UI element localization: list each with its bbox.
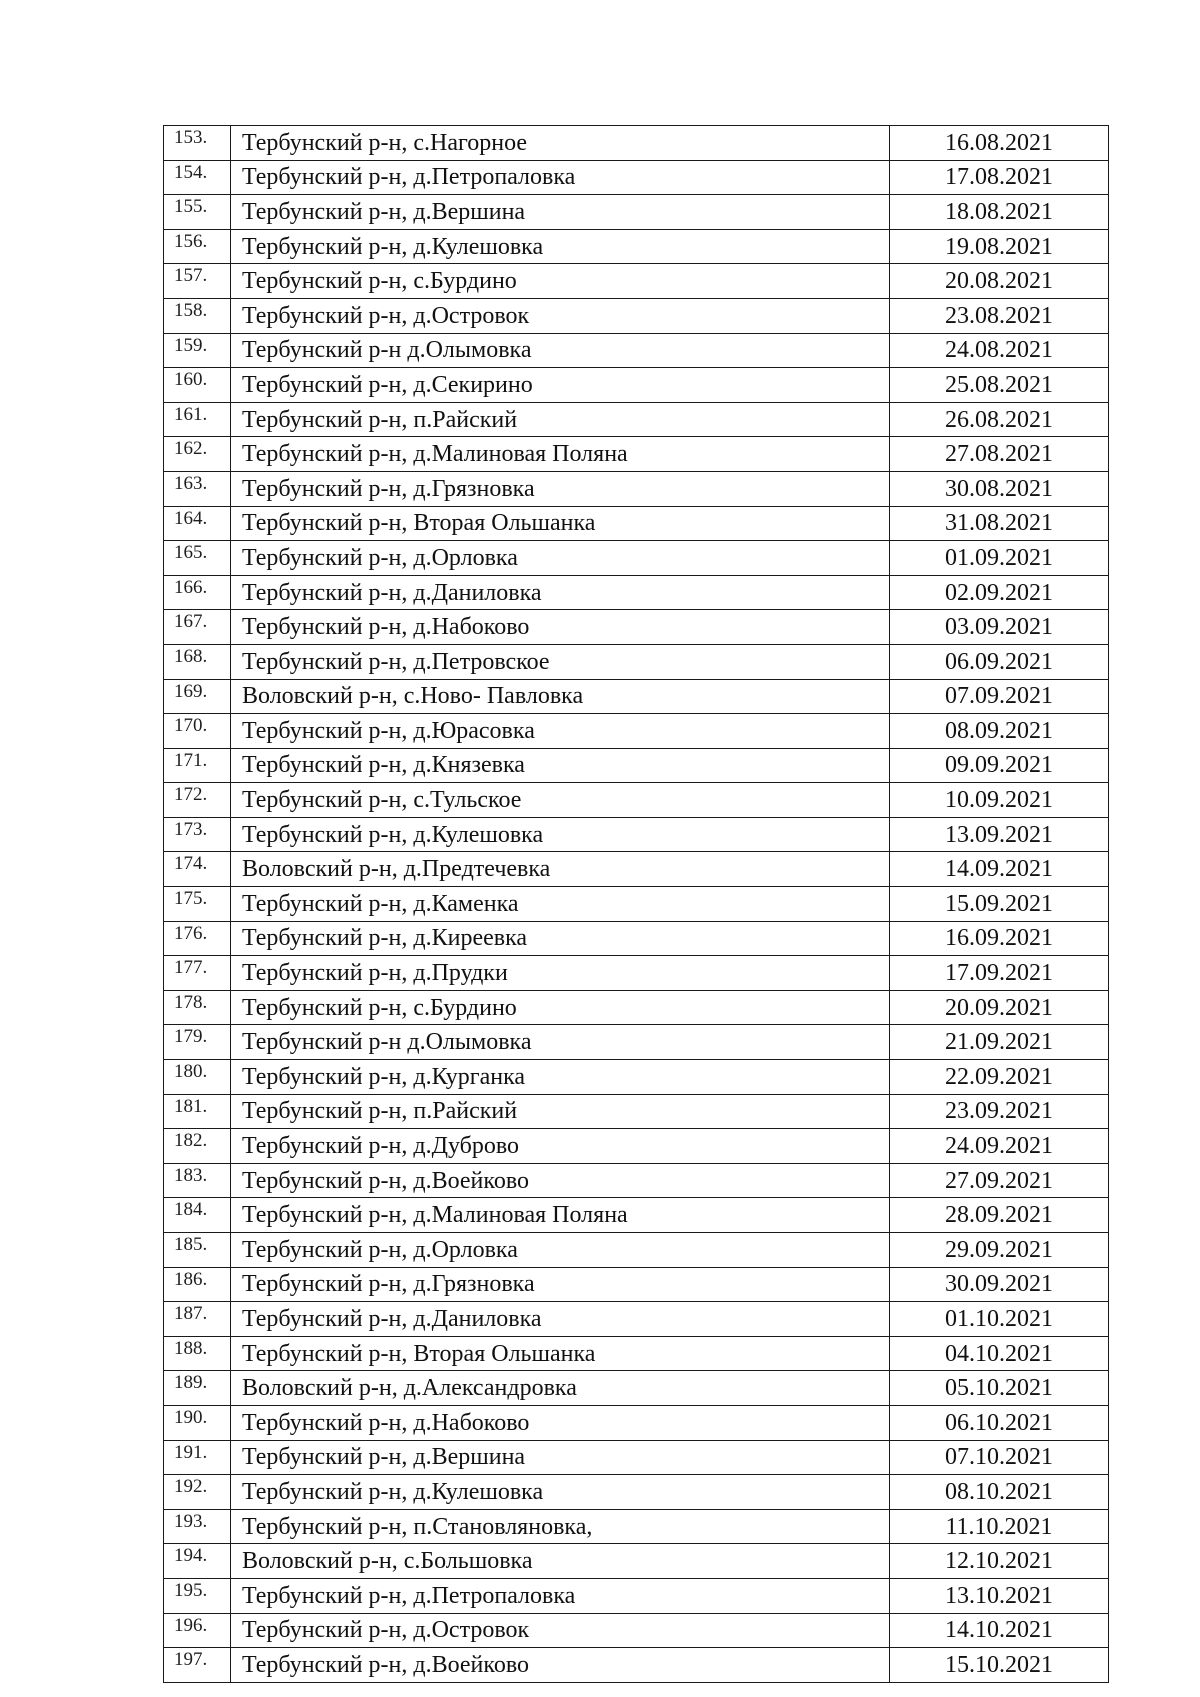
date-cell: 01.10.2021 xyxy=(890,1302,1109,1337)
table-row xyxy=(164,1544,1109,1579)
place-cell: Тербунский р-н, п.Райский xyxy=(231,402,890,437)
date-cell: 15.10.2021 xyxy=(890,1648,1109,1683)
row-number-cell: 187. xyxy=(164,1302,231,1337)
table-row xyxy=(164,1302,1109,1337)
table-row xyxy=(164,990,1109,1025)
place-cell: Тербунский р-н, д.Каменка xyxy=(231,887,890,922)
table-row xyxy=(164,541,1109,576)
date-cell: 06.09.2021 xyxy=(890,644,1109,679)
table-row xyxy=(164,644,1109,679)
place-cell: Тербунский р-н, д.Петропаловка xyxy=(231,160,890,195)
place-cell: Тербунский р-н, с.Бурдино xyxy=(231,264,890,299)
place-cell: Тербунский р-н, д.Кулешовка xyxy=(231,1475,890,1510)
row-number-cell: 173. xyxy=(164,817,231,852)
place-cell: Тербунский р-н, д.Грязновка xyxy=(231,471,890,506)
row-number-cell: 184. xyxy=(164,1198,231,1233)
row-number-cell: 154. xyxy=(164,160,231,195)
table-row xyxy=(164,679,1109,714)
table-row xyxy=(164,229,1109,264)
row-number-cell: 191. xyxy=(164,1440,231,1475)
table-row xyxy=(164,264,1109,299)
place-cell: Тербунский р-н, д.Прудки xyxy=(231,956,890,991)
place-cell: Тербунский р-н, д.Набоково xyxy=(231,1405,890,1440)
place-cell: Тербунский р-н, д.Малиновая Поляна xyxy=(231,1198,890,1233)
row-number-cell: 188. xyxy=(164,1336,231,1371)
date-cell: 11.10.2021 xyxy=(890,1509,1109,1544)
table-row xyxy=(164,1578,1109,1613)
place-cell: Тербунский р-н, д.Петропаловка xyxy=(231,1578,890,1613)
schedule-table xyxy=(163,125,1109,1683)
place-cell: Тербунский р-н, п.Становляновка, xyxy=(231,1509,890,1544)
date-cell: 01.09.2021 xyxy=(890,541,1109,576)
row-number-cell: 162. xyxy=(164,437,231,472)
place-cell: Тербунский р-н, д.Грязновка xyxy=(231,1267,890,1302)
date-cell: 24.08.2021 xyxy=(890,333,1109,368)
date-cell: 20.09.2021 xyxy=(890,990,1109,1025)
date-cell: 12.10.2021 xyxy=(890,1544,1109,1579)
date-cell: 22.09.2021 xyxy=(890,1060,1109,1095)
table-row xyxy=(164,1267,1109,1302)
date-cell: 19.08.2021 xyxy=(890,229,1109,264)
table-row xyxy=(164,748,1109,783)
row-number-cell: 168. xyxy=(164,644,231,679)
date-cell: 23.08.2021 xyxy=(890,298,1109,333)
place-cell: Тербунский р-н, д.Петровское xyxy=(231,644,890,679)
row-number-cell: 196. xyxy=(164,1613,231,1648)
place-cell: Тербунский р-н, д.Вершина xyxy=(231,195,890,230)
row-number-cell: 157. xyxy=(164,264,231,299)
row-number-cell: 170. xyxy=(164,714,231,749)
table-row xyxy=(164,160,1109,195)
row-number-cell: 183. xyxy=(164,1163,231,1198)
place-cell: Тербунский р-н, Вторая Ольшанка xyxy=(231,506,890,541)
place-cell: Тербунский р-н, д.Воейково xyxy=(231,1163,890,1198)
table-row xyxy=(164,1440,1109,1475)
date-cell: 07.09.2021 xyxy=(890,679,1109,714)
schedule-table-body xyxy=(164,126,1109,1683)
place-cell: Тербунский р-н, Вторая Ольшанка xyxy=(231,1336,890,1371)
row-number-cell: 153. xyxy=(164,126,231,161)
table-row xyxy=(164,1371,1109,1406)
row-number-cell: 172. xyxy=(164,783,231,818)
place-cell: Тербунский р-н, д.Орловка xyxy=(231,541,890,576)
table-row xyxy=(164,714,1109,749)
row-number-cell: 160. xyxy=(164,368,231,403)
place-cell: Тербунский р-н, д.Вершина xyxy=(231,1440,890,1475)
table-row xyxy=(164,471,1109,506)
table-row xyxy=(164,1475,1109,1510)
table-row xyxy=(164,506,1109,541)
place-cell: Тербунский р-н, д.Кулешовка xyxy=(231,229,890,264)
row-number-cell: 192. xyxy=(164,1475,231,1510)
place-cell: Тербунский р-н, д.Орловка xyxy=(231,1233,890,1268)
place-cell: Воловский р-н, с.Большовка xyxy=(231,1544,890,1579)
table-row xyxy=(164,195,1109,230)
table-row xyxy=(164,1025,1109,1060)
row-number-cell: 161. xyxy=(164,402,231,437)
date-cell: 13.10.2021 xyxy=(890,1578,1109,1613)
place-cell: Тербунский р-н д.Олымовка xyxy=(231,1025,890,1060)
table-row xyxy=(164,817,1109,852)
date-cell: 30.08.2021 xyxy=(890,471,1109,506)
row-number-cell: 195. xyxy=(164,1578,231,1613)
date-cell: 23.09.2021 xyxy=(890,1094,1109,1129)
row-number-cell: 190. xyxy=(164,1405,231,1440)
row-number-cell: 174. xyxy=(164,852,231,887)
date-cell: 21.09.2021 xyxy=(890,1025,1109,1060)
row-number-cell: 164. xyxy=(164,506,231,541)
date-cell: 06.10.2021 xyxy=(890,1405,1109,1440)
table-row xyxy=(164,610,1109,645)
date-cell: 14.10.2021 xyxy=(890,1613,1109,1648)
table-row xyxy=(164,575,1109,610)
table-row xyxy=(164,921,1109,956)
place-cell: Тербунский р-н, д.Набоково xyxy=(231,610,890,645)
date-cell: 07.10.2021 xyxy=(890,1440,1109,1475)
row-number-cell: 176. xyxy=(164,921,231,956)
row-number-cell: 167. xyxy=(164,610,231,645)
row-number-cell: 158. xyxy=(164,298,231,333)
table-row xyxy=(164,1648,1109,1683)
table-row xyxy=(164,1613,1109,1648)
place-cell: Тербунский р-н д.Олымовка xyxy=(231,333,890,368)
date-cell: 17.09.2021 xyxy=(890,956,1109,991)
row-number-cell: 163. xyxy=(164,471,231,506)
table-row xyxy=(164,1405,1109,1440)
place-cell: Тербунский р-н, д.Островок xyxy=(231,298,890,333)
table-row xyxy=(164,956,1109,991)
date-cell: 16.08.2021 xyxy=(890,126,1109,161)
row-number-cell: 169. xyxy=(164,679,231,714)
date-cell: 09.09.2021 xyxy=(890,748,1109,783)
place-cell: Тербунский р-н, д.Секирино xyxy=(231,368,890,403)
date-cell: 26.08.2021 xyxy=(890,402,1109,437)
place-cell: Тербунский р-н, п.Райский xyxy=(231,1094,890,1129)
date-cell: 15.09.2021 xyxy=(890,887,1109,922)
row-number-cell: 194. xyxy=(164,1544,231,1579)
date-cell: 03.09.2021 xyxy=(890,610,1109,645)
date-cell: 28.09.2021 xyxy=(890,1198,1109,1233)
date-cell: 10.09.2021 xyxy=(890,783,1109,818)
table-row xyxy=(164,1060,1109,1095)
table-row xyxy=(164,1233,1109,1268)
date-cell: 08.10.2021 xyxy=(890,1475,1109,1510)
date-cell: 27.08.2021 xyxy=(890,437,1109,472)
date-cell: 17.08.2021 xyxy=(890,160,1109,195)
place-cell: Тербунский р-н, д.Малиновая Поляна xyxy=(231,437,890,472)
table-row xyxy=(164,1336,1109,1371)
table-row xyxy=(164,402,1109,437)
date-cell: 18.08.2021 xyxy=(890,195,1109,230)
date-cell: 24.09.2021 xyxy=(890,1129,1109,1164)
row-number-cell: 193. xyxy=(164,1509,231,1544)
place-cell: Воловский р-н, д.Предтечевка xyxy=(231,852,890,887)
place-cell: Тербунский р-н, д.Князевка xyxy=(231,748,890,783)
table-row xyxy=(164,126,1109,161)
table-row xyxy=(164,1163,1109,1198)
table-row xyxy=(164,852,1109,887)
date-cell: 16.09.2021 xyxy=(890,921,1109,956)
place-cell: Тербунский р-н, д.Кулешовка xyxy=(231,817,890,852)
table-row xyxy=(164,298,1109,333)
place-cell: Тербунский р-н, д.Островок xyxy=(231,1613,890,1648)
date-cell: 30.09.2021 xyxy=(890,1267,1109,1302)
row-number-cell: 156. xyxy=(164,229,231,264)
place-cell: Тербунский р-н, д.Воейково xyxy=(231,1648,890,1683)
date-cell: 13.09.2021 xyxy=(890,817,1109,852)
date-cell: 31.08.2021 xyxy=(890,506,1109,541)
table-row xyxy=(164,1198,1109,1233)
table-row xyxy=(164,368,1109,403)
row-number-cell: 155. xyxy=(164,195,231,230)
place-cell: Тербунский р-н, д.Юрасовка xyxy=(231,714,890,749)
date-cell: 27.09.2021 xyxy=(890,1163,1109,1198)
place-cell: Тербунский р-н, д.Курганка xyxy=(231,1060,890,1095)
table-row xyxy=(164,1094,1109,1129)
place-cell: Тербунский р-н, с.Тульское xyxy=(231,783,890,818)
row-number-cell: 171. xyxy=(164,748,231,783)
row-number-cell: 159. xyxy=(164,333,231,368)
row-number-cell: 179. xyxy=(164,1025,231,1060)
date-cell: 29.09.2021 xyxy=(890,1233,1109,1268)
place-cell: Тербунский р-н, д.Даниловка xyxy=(231,1302,890,1337)
table-row xyxy=(164,1509,1109,1544)
date-cell: 05.10.2021 xyxy=(890,1371,1109,1406)
date-cell: 14.09.2021 xyxy=(890,852,1109,887)
place-cell: Воловский р-н, с.Ново- Павловка xyxy=(231,679,890,714)
place-cell: Тербунский р-н, д.Киреевка xyxy=(231,921,890,956)
table-row xyxy=(164,783,1109,818)
place-cell: Тербунский р-н, с.Нагорное xyxy=(231,126,890,161)
date-cell: 20.08.2021 xyxy=(890,264,1109,299)
row-number-cell: 197. xyxy=(164,1648,231,1683)
row-number-cell: 177. xyxy=(164,956,231,991)
row-number-cell: 165. xyxy=(164,541,231,576)
place-cell: Тербунский р-н, д.Даниловка xyxy=(231,575,890,610)
row-number-cell: 181. xyxy=(164,1094,231,1129)
row-number-cell: 175. xyxy=(164,887,231,922)
row-number-cell: 178. xyxy=(164,990,231,1025)
row-number-cell: 189. xyxy=(164,1371,231,1406)
place-cell: Воловский р-н, д.Александровка xyxy=(231,1371,890,1406)
date-cell: 02.09.2021 xyxy=(890,575,1109,610)
row-number-cell: 186. xyxy=(164,1267,231,1302)
place-cell: Тербунский р-н, с.Бурдино xyxy=(231,990,890,1025)
date-cell: 25.08.2021 xyxy=(890,368,1109,403)
row-number-cell: 180. xyxy=(164,1060,231,1095)
place-cell: Тербунский р-н, д.Дуброво xyxy=(231,1129,890,1164)
row-number-cell: 166. xyxy=(164,575,231,610)
row-number-cell: 182. xyxy=(164,1129,231,1164)
table-row xyxy=(164,333,1109,368)
table-row xyxy=(164,887,1109,922)
table-row xyxy=(164,1129,1109,1164)
date-cell: 04.10.2021 xyxy=(890,1336,1109,1371)
row-number-cell: 185. xyxy=(164,1233,231,1268)
date-cell: 08.09.2021 xyxy=(890,714,1109,749)
table-row xyxy=(164,437,1109,472)
